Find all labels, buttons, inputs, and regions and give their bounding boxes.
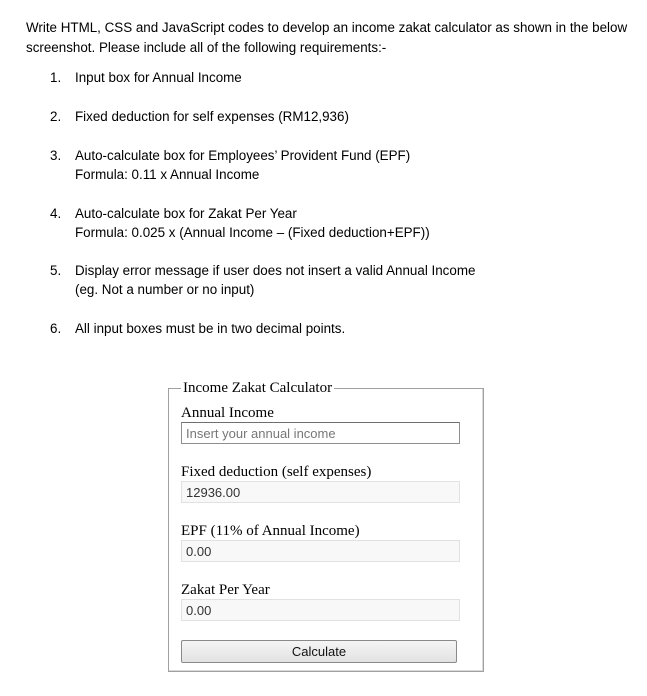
calculate-button[interactable]: Calculate bbox=[181, 640, 457, 663]
requirement-text bbox=[75, 146, 410, 184]
requirement-line: (eg. Not a number or no input) bbox=[75, 282, 255, 297]
zakat-label: Zakat Per Year bbox=[181, 582, 270, 598]
requirement-text bbox=[75, 107, 349, 126]
assignment-intro: Write HTML, CSS and JavaScript codes to develop an income zakat calculator as shown in the below screenshot. Please include all of the following requirements:- bbox=[26, 20, 628, 55]
requirement-text bbox=[75, 68, 242, 87]
requirement-line: Fixed deduction for self expenses (RM12,936) bbox=[75, 109, 349, 124]
requirement-number: 5. bbox=[50, 263, 62, 278]
zakat-field bbox=[181, 599, 460, 621]
fixed-deduction-label: Fixed deduction (self expenses) bbox=[181, 464, 372, 480]
requirement-line: Display error message if user does not insert a valid Annual Income bbox=[75, 263, 476, 278]
requirement-text bbox=[75, 319, 345, 338]
zakat-calculator-fieldset bbox=[168, 380, 484, 672]
annual-income-label: Annual Income bbox=[181, 405, 274, 421]
requirement-text bbox=[75, 261, 475, 299]
requirement-text bbox=[75, 204, 430, 242]
epf-field bbox=[181, 540, 460, 562]
requirement-line: Auto-calculate box for Zakat Per Year bbox=[75, 206, 297, 221]
epf-label: EPF (11% of Annual Income) bbox=[181, 523, 360, 539]
requirement-number: 6. bbox=[50, 321, 62, 336]
annual-income-input[interactable] bbox=[181, 422, 460, 444]
calculator-legend: Income Zakat Calculator bbox=[183, 380, 333, 396]
requirement-line: Formula: 0.025 x (Annual Income – (Fixed deduction+EPF)) bbox=[75, 225, 430, 240]
fixed-deduction-field bbox=[181, 481, 460, 503]
requirement-line: Input box for Annual Income bbox=[75, 70, 242, 85]
requirement-number: 1. bbox=[50, 70, 62, 85]
requirement-number: 4. bbox=[50, 206, 62, 221]
requirement-line: Formula: 0.11 x Annual Income bbox=[75, 167, 260, 182]
requirement-number: 3. bbox=[50, 148, 62, 163]
requirement-line: All input boxes must be in two decimal points. bbox=[75, 321, 346, 336]
requirement-line: Auto-calculate box for Employees’ Provident Fund (EPF) bbox=[75, 148, 411, 163]
requirement-number: 2. bbox=[50, 109, 62, 124]
